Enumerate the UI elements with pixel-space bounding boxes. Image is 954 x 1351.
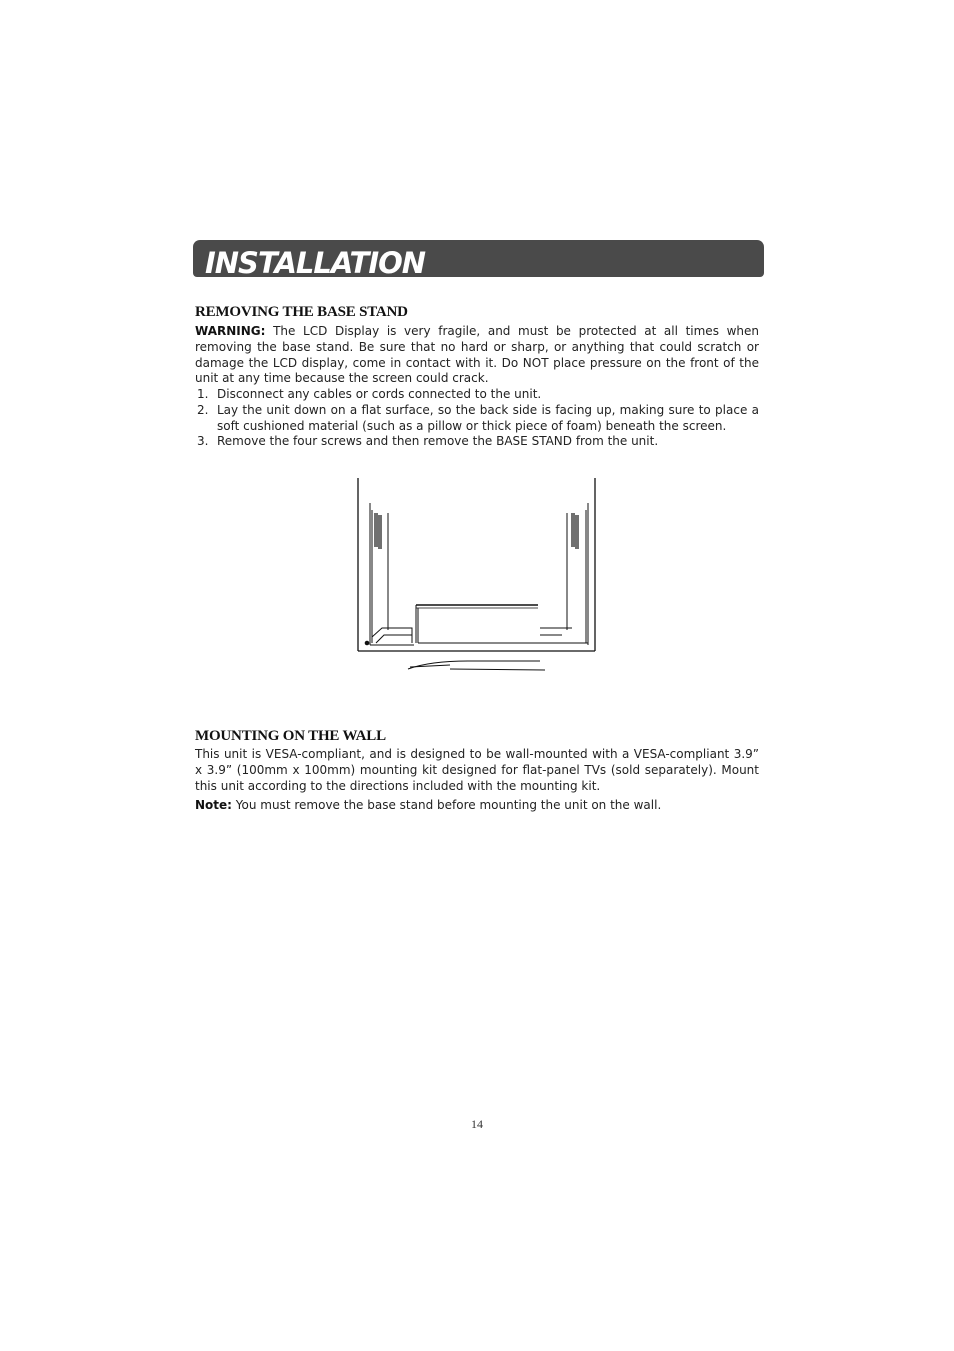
page-number: 14 [471, 1117, 483, 1131]
step-text: Lay the unit down on a flat surface, so the back side is facing up, making sure to place a soft cushioned material (such as a pillow or thick piece of foam) beneath the screen. [217, 402, 759, 433]
step-text: Remove the four screws and then remove the BASE STAND from the unit. [217, 434, 659, 449]
warning-paragraph [195, 324, 759, 387]
step-number: 3. [197, 434, 209, 449]
note-paragraph [195, 798, 759, 814]
removal-steps-list [195, 387, 759, 450]
mounting-paragraph: This unit is VESA-compliant, and is designed to be wall-mounted with a VESA-compliant 3.9” x 3.9” (100mm x 100mm) mounting kit designed for flat-panel TVs (sold separately). Mount this unit according to the directions included with the mounting kit. [195, 747, 759, 793]
section-title-bar [193, 240, 764, 280]
base-stand-illustration [350, 475, 605, 675]
list-item [195, 387, 759, 403]
note-text: You must remove the base stand before mounting the unit on the wall. [235, 798, 662, 812]
step-text: Disconnect any cables or cords connected to the unit. [217, 387, 542, 401]
warning-text: The LCD Display is very fragile, and must be protected at all times when removing the base stand. Be sure that no hard or sharp, or anything that could scratch or damage the LCD display, come in contact with it. Do NOT place pressure on the front of the unit at any time because the screen could crack. [195, 324, 759, 386]
step-number: 2. [197, 402, 209, 417]
step-number: 1. [197, 387, 209, 401]
removing-base-stand-heading: REMOVING THE BASE STAND [195, 304, 408, 320]
note-label: Note: [195, 798, 232, 812]
section-title: INSTALLATION [205, 246, 426, 280]
list-item [195, 403, 759, 435]
list-item [195, 434, 759, 450]
mounting-on-wall-heading: MOUNTING ON THE WALL [195, 728, 386, 744]
warning-label: WARNING: [195, 324, 266, 338]
